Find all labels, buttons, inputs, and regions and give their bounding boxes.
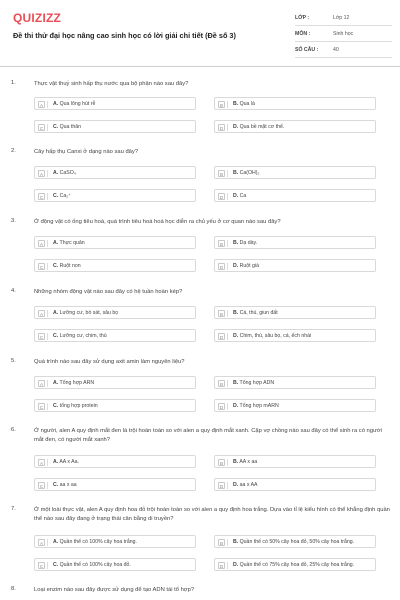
option-letter: A (39, 102, 44, 108)
option-text: D. aa x AA (233, 482, 258, 489)
option-letter: A (39, 311, 44, 317)
question-text: Ở động vật có ống tiêu hoá, quá trình tiêu hoá hoá học diễn ra chủ yếu ở cơ quan nào sau đây? (34, 219, 281, 225)
option-d[interactable] (214, 478, 376, 491)
option-b[interactable] (214, 535, 376, 548)
option-letter: C (39, 483, 44, 489)
meta-row-subject (295, 26, 392, 42)
option-text: B. Cá, thú, giun đất (233, 310, 278, 317)
question-number: 8. (11, 586, 16, 592)
option-separator (47, 310, 48, 317)
option-separator (227, 482, 228, 489)
option-text: C. Ruột non (53, 263, 81, 270)
option-a[interactable] (34, 455, 196, 468)
option-text: C. Ca₂⁺ (53, 193, 72, 200)
option-a[interactable] (34, 97, 196, 110)
option-letter: D (219, 334, 224, 340)
option-separator (227, 380, 228, 387)
option-letter: C (39, 334, 44, 340)
option-d[interactable] (214, 558, 376, 571)
option-a[interactable] (34, 306, 196, 319)
option-separator (47, 101, 48, 108)
option-letter: A (39, 171, 44, 177)
option-text: D. Ca (233, 193, 247, 200)
option-text: B. Quần thể có 50% cây hoa đỏ, 50% cây hoa trắng. (233, 539, 355, 546)
option-separator (227, 403, 228, 410)
option-text: A. Tổng hợp ARN (53, 380, 95, 387)
option-text: C. Quần thể có 100% cây hoa đỏ. (53, 562, 131, 569)
question-text: Cây hấp thụ Canxi ở dạng nào sau đây? (34, 149, 139, 155)
question-number: 2. (11, 148, 16, 154)
question-text: Những nhóm động vật nào sau đây có hệ tuần hoàn kép? (34, 289, 183, 295)
option-separator (227, 124, 228, 131)
option-letter: B (219, 381, 224, 387)
option-separator (47, 240, 48, 247)
question-number: 5. (11, 358, 16, 364)
option-text: D. Quần thể có 75% cây hoa đỏ, 25% cây hoa trắng. (233, 562, 355, 569)
option-letter: D (219, 125, 224, 131)
option-letter: B (219, 540, 224, 546)
option-letter: A (39, 460, 44, 466)
option-letter: B (219, 171, 224, 177)
option-separator (227, 170, 228, 177)
option-separator (47, 170, 48, 177)
option-letter: C (39, 194, 44, 200)
option-a[interactable] (34, 236, 196, 249)
option-text: A. Thực quản (53, 240, 85, 247)
option-d[interactable] (214, 120, 376, 133)
option-separator (227, 310, 228, 317)
option-a[interactable] (34, 535, 196, 548)
option-b[interactable] (214, 376, 376, 389)
option-separator (227, 193, 228, 200)
option-text: C. aa x aa (53, 482, 77, 489)
meta-row-count (295, 42, 392, 58)
option-separator (47, 482, 48, 489)
option-separator (47, 403, 48, 410)
option-d[interactable] (214, 189, 376, 202)
option-text: A. CaSO₄ (53, 170, 76, 177)
option-b[interactable] (214, 306, 376, 319)
page-title: Đề thi thử đại học nâng cao sinh học có lời giải chi tiết (Đề số 3) (13, 31, 236, 40)
option-letter: A (39, 381, 44, 387)
quizizz-logo: QUIZIZZ (13, 11, 62, 25)
meta-value: 40 (333, 47, 339, 53)
option-separator (227, 240, 228, 247)
option-text: B. Qua lá (233, 101, 255, 108)
option-d[interactable] (214, 329, 376, 342)
option-c[interactable] (34, 478, 196, 491)
option-text: A. Qua lông hút rễ (53, 101, 96, 108)
option-d[interactable] (214, 259, 376, 272)
option-letter: C (39, 563, 44, 569)
option-c[interactable] (34, 329, 196, 342)
option-separator (227, 539, 228, 546)
option-text: D. Qua bề mặt cơ thể. (233, 124, 285, 131)
option-separator (47, 333, 48, 340)
option-text: C. Lưỡng cư, chim, thú (53, 333, 107, 340)
option-separator (47, 539, 48, 546)
meta-key: MÔN : (295, 31, 311, 37)
option-text: C. tổng hợp protein (53, 403, 98, 410)
option-letter: D (219, 483, 224, 489)
option-separator (47, 562, 48, 569)
option-separator (227, 562, 228, 569)
question-number: 1. (11, 80, 16, 86)
meta-value: Lớp 12 (333, 15, 350, 21)
meta-table (295, 10, 392, 58)
question-number: 3. (11, 218, 16, 224)
question-text: Loại enzim nào sau đây được sử dụng để tạo ADN tái tổ hợp? (34, 587, 195, 593)
option-letter: B (219, 102, 224, 108)
option-separator (47, 459, 48, 466)
option-separator (47, 124, 48, 131)
option-letter: B (219, 311, 224, 317)
option-text: D. Chim, thú, sâu bọ, cá, ếch nhái (233, 333, 312, 340)
option-text: B. Tổng hợp ADN (233, 380, 275, 387)
option-separator (227, 263, 228, 270)
option-separator (227, 333, 228, 340)
question-number: 6. (11, 427, 16, 433)
option-text: D. Tổng hợp mARN (233, 403, 279, 410)
option-separator (227, 101, 228, 108)
option-a[interactable] (34, 166, 196, 179)
option-letter: C (39, 404, 44, 410)
option-separator (227, 459, 228, 466)
option-a[interactable] (34, 376, 196, 389)
question-text: Thực vật thuỷ sinh hấp thụ nước qua bộ phận nào sau đây? (34, 81, 189, 87)
option-text: B. Ca(OH)₂ (233, 170, 260, 177)
option-d[interactable] (214, 399, 376, 412)
option-letter: B (219, 460, 224, 466)
question-text: Ở người, alen A quy định mắt đen là trội hoàn toàn so với alen a quy định mắt xanh. Cặp vợ chồng nào sau đây có thể sinh ra có người mắt đen, có người mắt xanh? (34, 428, 382, 443)
header-divider (0, 66, 400, 67)
meta-row-class (295, 10, 392, 26)
option-letter: B (219, 241, 224, 247)
option-letter: D (219, 404, 224, 410)
option-letter: A (39, 241, 44, 247)
worksheet-header (0, 0, 400, 66)
option-b[interactable] (214, 166, 376, 179)
option-text: B. AA x aa (233, 459, 258, 466)
option-letter: A (39, 540, 44, 546)
question-number: 4. (11, 288, 16, 294)
option-c[interactable] (34, 120, 196, 133)
option-letter: D (219, 264, 224, 270)
option-c[interactable] (34, 259, 196, 272)
option-text: D. Ruột già (233, 263, 259, 270)
option-text: C. Qua thân (53, 124, 81, 131)
question-number: 7. (11, 506, 16, 512)
option-b[interactable] (214, 455, 376, 468)
option-b[interactable] (214, 236, 376, 249)
option-text: A. AA x Aa. (53, 459, 79, 466)
option-separator (47, 263, 48, 270)
meta-value: Sinh học (333, 31, 354, 37)
option-text: B. Dạ dày. (233, 240, 258, 247)
option-text: A. Lưỡng cư, bò sát, sâu bọ (53, 310, 119, 317)
option-letter: D (219, 563, 224, 569)
option-text: A. Quần thể có 100% cây hoa trắng. (53, 539, 137, 546)
option-c[interactable] (34, 189, 196, 202)
option-letter: D (219, 194, 224, 200)
option-letter: C (39, 264, 44, 270)
option-c[interactable] (34, 399, 196, 412)
question-text: Ở một loài thực vật, alen A quy định hoa đỏ trội hoàn toàn so với alen a quy định hoa trắng. Dựa vào tỉ lệ kiểu hình có thể khẳng định quần thể nào sau đây đang ở trạng thái cân bằng di truyền? (34, 507, 390, 522)
option-separator (47, 193, 48, 200)
meta-key: LỚP : (295, 15, 310, 21)
option-b[interactable] (214, 97, 376, 110)
question-text: Quá trình nào sau đây sử dụng axit amin làm nguyên liệu? (34, 359, 185, 365)
option-letter: C (39, 125, 44, 131)
meta-key: SỐ CÂU : (295, 47, 319, 53)
option-separator (47, 380, 48, 387)
option-c[interactable] (34, 558, 196, 571)
